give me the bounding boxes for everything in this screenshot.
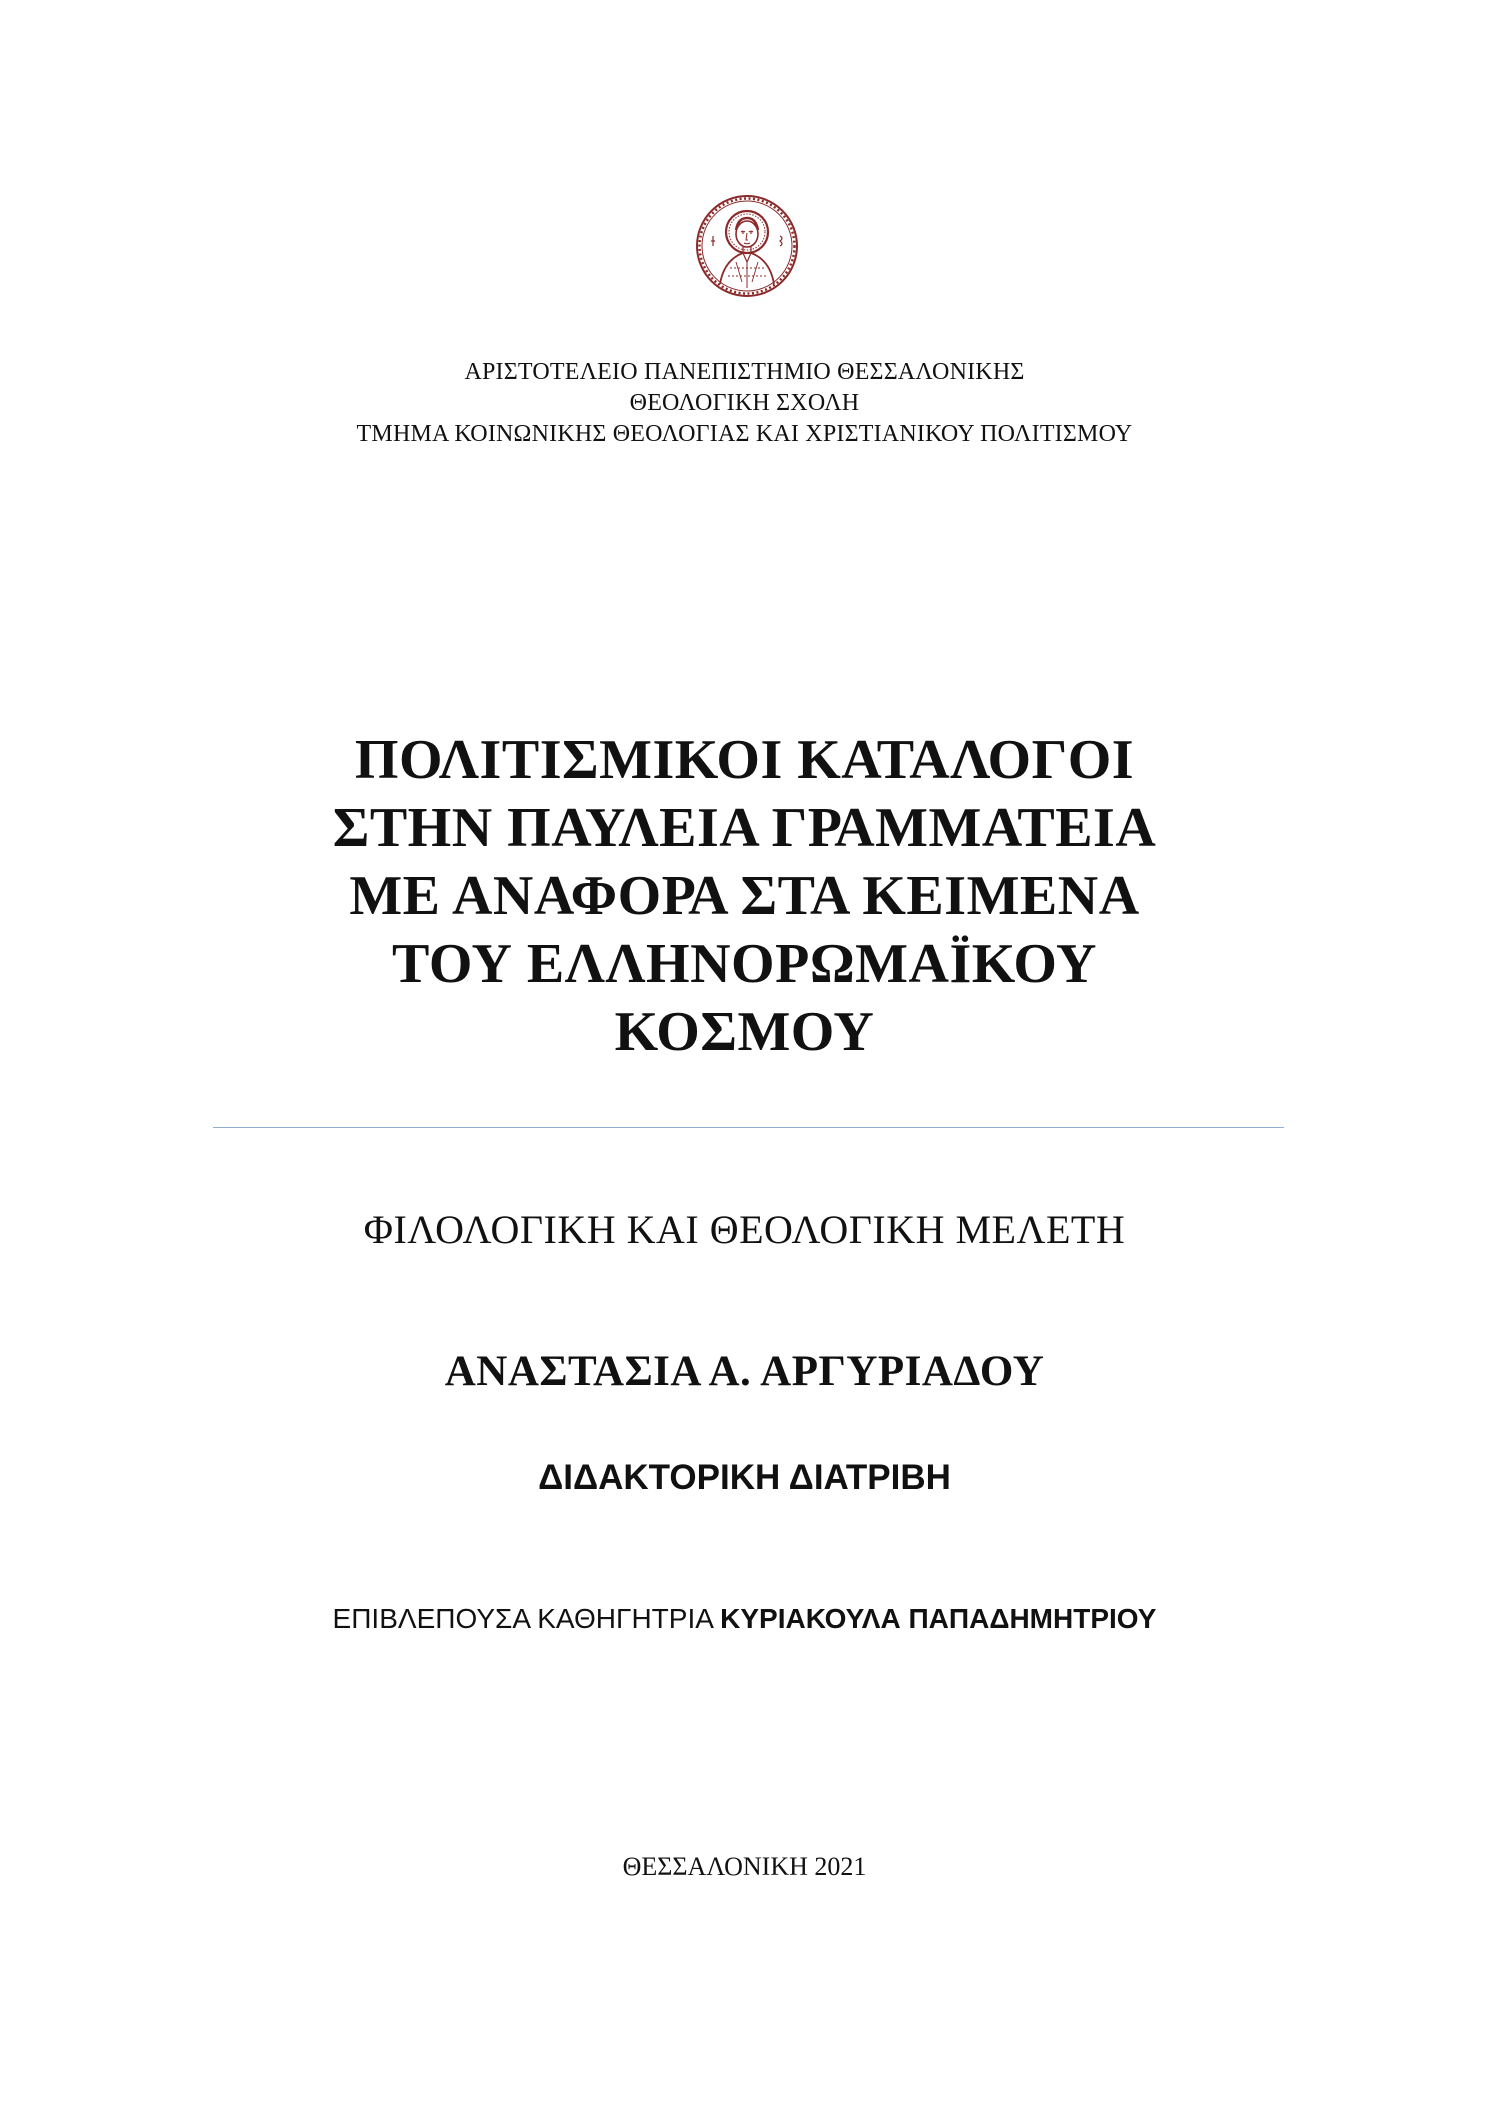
title-line: ΣΤΗΝ ΠΑΥΛΕΙΑ ΓΡΑΜΜΑΤΕΙΑ (332, 797, 1157, 859)
thesis-subtitle: ΦΙΛΟΛΟΓΙΚΗ ΚΑΙ ΘΕΟΛΟΓΙΚΗ ΜΕΛΕΤΗ (363, 1207, 1126, 1252)
supervisor-name: ΚΥΡΙΑΚΟΥΛΑ ΠΑΠΑΔΗΜΗΤΡΙΟΥ (720, 1603, 1157, 1634)
place-and-year: ΘΕΣΣΑΛΟΝΙΚΗ 2021 (622, 1852, 867, 1881)
title-line: ΤΟΥ ΕΛΛΗΝΟΡΩΜΑΪΚΟΥ (392, 933, 1097, 995)
title-divider (213, 1127, 1284, 1128)
department-name: ΤΜΗΜΑ ΚΟΙΝΩΝΙΚΗΣ ΘΕΟΛΟΓΙΑΣ ΚΑΙ ΧΡΙΣΤΙΑΝΙΚΟΥ ΠΟΛΙΤΙΣΜΟΥ (356, 421, 1133, 447)
university-name: ΑΡΙΣΤΟΤΕΛΕΙΟ ΠΑΝΕΠΙΣΤΗΜΙΟ ΘΕΣΣΑΛΟΝΙΚΗΣ (464, 359, 1025, 385)
document-type: ΔΙΔΑΚΤΟΡΙΚΗ ΔΙΑΤΡΙΒΗ (538, 1458, 951, 1497)
author-name: ΑΝΑΣΤΑΣΙΑ Α. ΑΡΓΥΡΙΑΔΟΥ (444, 1348, 1045, 1395)
institution-header (0, 357, 1489, 450)
thesis-title (0, 726, 1489, 1066)
title-line: ΚΟΣΜΟΥ (614, 1001, 875, 1063)
title-line: ΠΟΛΙΤΙΣΜΙΚΟΙ ΚΑΤΑΛΟΓΟΙ (354, 729, 1135, 791)
title-line: ΜΕ ΑΝΑΦΟΡΑ ΣΤΑ ΚΕΙΜΕΝΑ (349, 865, 1140, 927)
university-seal-icon (694, 180, 800, 330)
school-name: ΘΕΟΛΟΓΙΚΗ ΣΧΟΛΗ (629, 390, 860, 416)
supervisor-role: ΕΠΙΒΛΕΠΟΥΣΑ ΚΑΘΗΓΗΤΡΙΑ (332, 1603, 713, 1634)
supervisor-line (0, 1601, 1489, 1637)
